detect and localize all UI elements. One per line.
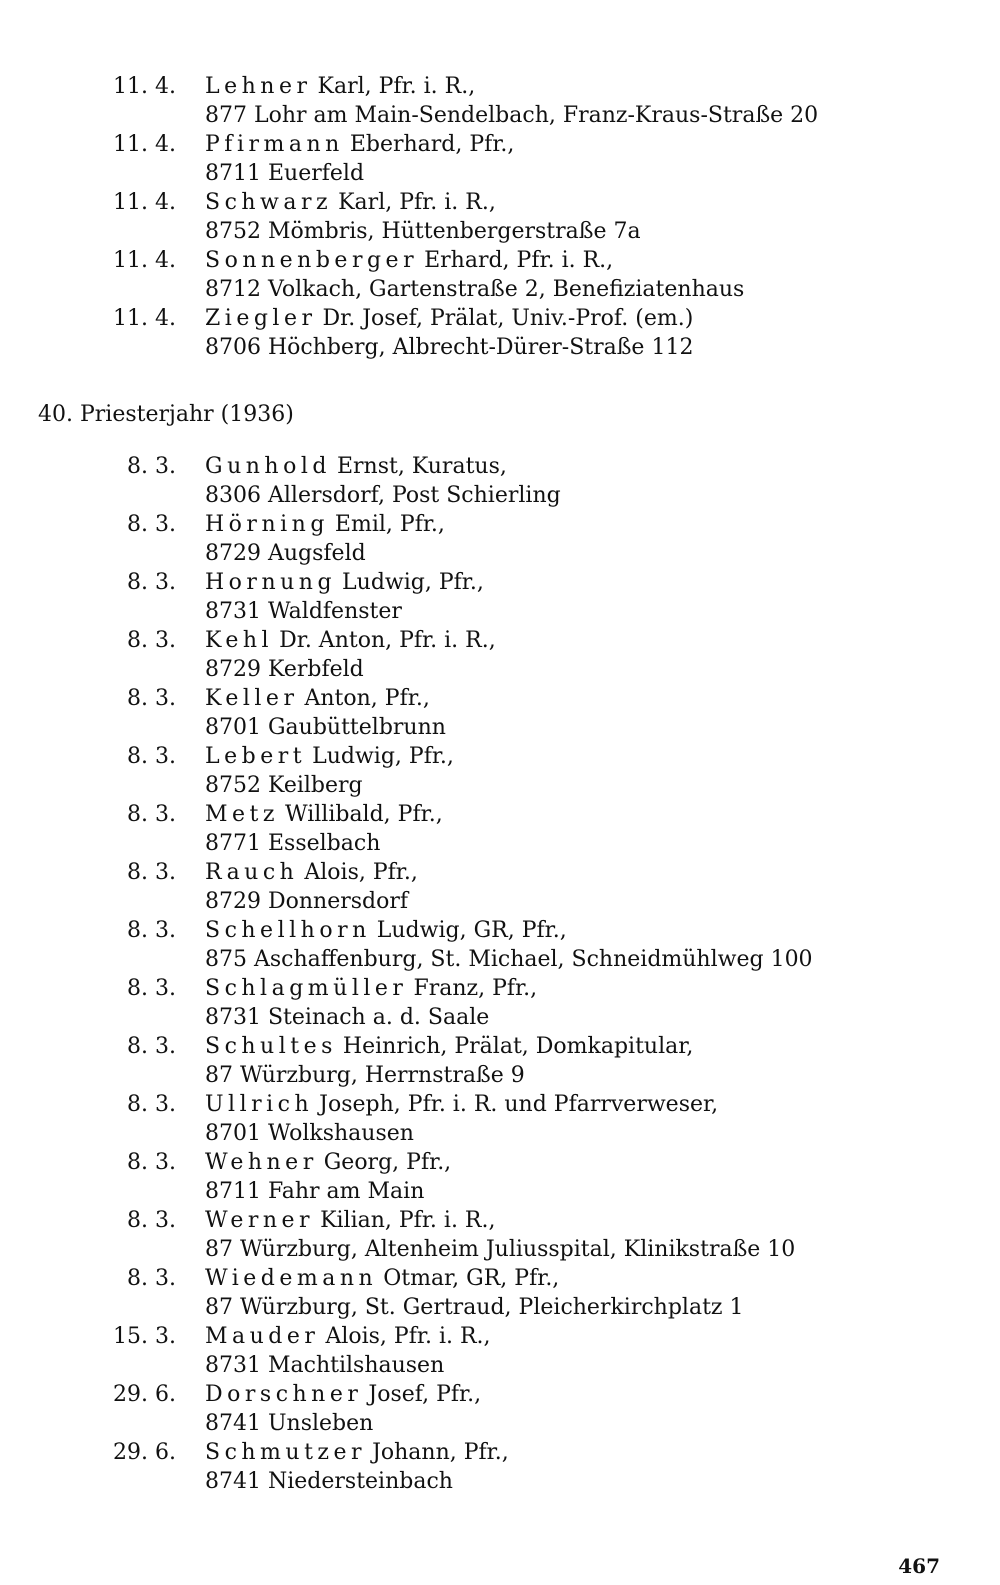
entry-address: 87 Würzburg, Altenheim Juliusspital, Klinikstraße 10 bbox=[205, 1237, 796, 1262]
list-item bbox=[0, 1322, 1000, 1380]
entry-title: Emil, Pfr., bbox=[334, 512, 445, 537]
entry-title: Ludwig, Pfr., bbox=[342, 570, 484, 595]
entry-address: 8729 Augsfeld bbox=[205, 541, 366, 566]
list-item bbox=[0, 568, 1000, 626]
entry-name-line bbox=[205, 800, 443, 829]
entry-address: 8741 Niedersteinbach bbox=[205, 1469, 453, 1494]
entry-date: 11. 4. bbox=[113, 248, 176, 273]
entry-title: Dr. Josef, Prälat, Univ.-Prof. (em.) bbox=[322, 306, 694, 331]
list-item bbox=[0, 72, 1000, 130]
entry-name-line bbox=[205, 742, 454, 771]
entry-address: 8752 Mömbris, Hüttenbergerstraße 7a bbox=[205, 219, 641, 244]
entry-address: 8729 Kerbfeld bbox=[205, 657, 364, 682]
page-number: 467 bbox=[898, 1554, 940, 1578]
entry-list-1936 bbox=[0, 452, 1000, 1496]
entry-name-line bbox=[205, 916, 567, 945]
entry-surname: Metz bbox=[205, 802, 279, 827]
entry-date: 11. 4. bbox=[113, 306, 176, 331]
entry-surname: Kehl bbox=[205, 628, 274, 653]
entry-name-line bbox=[205, 188, 496, 217]
entry-name-line bbox=[205, 130, 514, 159]
entry-name-line bbox=[205, 1322, 491, 1351]
entry-title: Ludwig, Pfr., bbox=[312, 744, 454, 769]
list-item bbox=[0, 304, 1000, 362]
entry-surname: Pfirmann bbox=[205, 132, 344, 157]
list-item bbox=[0, 858, 1000, 916]
entry-title: Joseph, Pfr. i. R. und Pfarrverweser, bbox=[319, 1092, 719, 1117]
list-item bbox=[0, 626, 1000, 684]
entry-address: 87 Würzburg, St. Gertraud, Pleicherkirchplatz 1 bbox=[205, 1295, 744, 1320]
entry-title: Josef, Pfr., bbox=[368, 1382, 482, 1407]
entry-title: Johann, Pfr., bbox=[372, 1440, 509, 1465]
entry-date: 8. 3. bbox=[127, 628, 176, 653]
entry-surname: Dorschner bbox=[205, 1382, 363, 1407]
entry-date: 15. 3. bbox=[113, 1324, 176, 1349]
entry-surname: Gunhold bbox=[205, 454, 331, 479]
entry-name-line bbox=[205, 510, 445, 539]
list-item bbox=[0, 130, 1000, 188]
entry-list-1935 bbox=[0, 72, 1000, 362]
list-item bbox=[0, 1380, 1000, 1438]
list-item bbox=[0, 742, 1000, 800]
entry-surname: Rauch bbox=[205, 860, 299, 885]
entry-address: 8701 Wolkshausen bbox=[205, 1121, 414, 1146]
entry-surname: Keller bbox=[205, 686, 299, 711]
list-item bbox=[0, 974, 1000, 1032]
entry-title: Franz, Pfr., bbox=[413, 976, 538, 1001]
entry-title: Otmar, GR, Pfr., bbox=[383, 1266, 560, 1291]
entry-date: 8. 3. bbox=[127, 918, 176, 943]
entry-name-line bbox=[205, 1380, 481, 1409]
entry-surname: Wehner bbox=[205, 1150, 318, 1175]
list-item bbox=[0, 1032, 1000, 1090]
entry-name-line bbox=[205, 858, 418, 887]
entry-name-line bbox=[205, 1090, 718, 1119]
entry-date: 8. 3. bbox=[127, 1266, 176, 1291]
entry-surname: Sonnenberger bbox=[205, 248, 419, 273]
entry-date: 8. 3. bbox=[127, 454, 176, 479]
list-item bbox=[0, 1438, 1000, 1496]
entry-surname: Hörning bbox=[205, 512, 329, 537]
entry-date: 8. 3. bbox=[127, 1092, 176, 1117]
list-item bbox=[0, 916, 1000, 974]
entry-address: 8752 Keilberg bbox=[205, 773, 363, 798]
entry-date: 8. 3. bbox=[127, 1150, 176, 1175]
entry-date: 8. 3. bbox=[127, 1034, 176, 1059]
entry-title: Willibald, Pfr., bbox=[284, 802, 443, 827]
entry-title: Heinrich, Prälat, Domkapitular, bbox=[342, 1034, 694, 1059]
entry-date: 11. 4. bbox=[113, 132, 176, 157]
entry-title: Ernst, Kuratus, bbox=[336, 454, 507, 479]
entry-title: Eberhard, Pfr., bbox=[349, 132, 515, 157]
entry-name-line bbox=[205, 246, 613, 275]
entry-name-line bbox=[205, 1032, 693, 1061]
list-item bbox=[0, 800, 1000, 858]
entry-name-line bbox=[205, 1206, 495, 1235]
entry-surname: Schellhorn bbox=[205, 918, 371, 943]
entry-date: 8. 3. bbox=[127, 512, 176, 537]
section-heading: 40. Priesterjahr (1936) bbox=[38, 402, 294, 427]
list-item bbox=[0, 188, 1000, 246]
entry-surname: Hornung bbox=[205, 570, 337, 595]
entry-surname: Schwarz bbox=[205, 190, 333, 215]
entry-surname: Lebert bbox=[205, 744, 307, 769]
entry-address: 8771 Esselbach bbox=[205, 831, 381, 856]
entry-title: Ludwig, GR, Pfr., bbox=[376, 918, 567, 943]
entry-address: 8729 Donnersdorf bbox=[205, 889, 409, 914]
entry-address: 875 Aschaffenburg, St. Michael, Schneidmühlweg 100 bbox=[205, 947, 813, 972]
entry-address: 8711 Fahr am Main bbox=[205, 1179, 425, 1204]
entry-name-line bbox=[205, 974, 537, 1003]
entry-name-line bbox=[205, 568, 484, 597]
entry-name-line bbox=[205, 1438, 509, 1467]
entry-title: Erhard, Pfr. i. R., bbox=[424, 248, 614, 273]
entry-surname: Schlagmüller bbox=[205, 976, 408, 1001]
list-item bbox=[0, 1090, 1000, 1148]
entry-date: 8. 3. bbox=[127, 686, 176, 711]
entry-address: 8731 Steinach a. d. Saale bbox=[205, 1005, 490, 1030]
entry-address: 8712 Volkach, Gartenstraße 2, Benefiziatenhaus bbox=[205, 277, 745, 302]
list-item bbox=[0, 1148, 1000, 1206]
entry-title: Alois, Pfr. i. R., bbox=[325, 1324, 491, 1349]
entry-date: 29. 6. bbox=[113, 1440, 176, 1465]
entry-date: 8. 3. bbox=[127, 1208, 176, 1233]
entry-address: 8701 Gaubüttelbrunn bbox=[205, 715, 446, 740]
entry-date: 11. 4. bbox=[113, 190, 176, 215]
entry-surname: Werner bbox=[205, 1208, 315, 1233]
entry-surname: Schmutzer bbox=[205, 1440, 367, 1465]
entry-surname: Ziegler bbox=[205, 306, 317, 331]
entry-surname: Wiedemann bbox=[205, 1266, 378, 1291]
entry-address: 8731 Machtilshausen bbox=[205, 1353, 445, 1378]
entry-address: 8306 Allersdorf, Post Schierling bbox=[205, 483, 561, 508]
entry-date: 8. 3. bbox=[127, 976, 176, 1001]
entry-date: 8. 3. bbox=[127, 802, 176, 827]
entry-date: 8. 3. bbox=[127, 744, 176, 769]
entry-address: 877 Lohr am Main-Sendelbach, Franz-Kraus-Straße 20 bbox=[205, 103, 819, 128]
entry-date: 29. 6. bbox=[113, 1382, 176, 1407]
list-item bbox=[0, 684, 1000, 742]
entry-address: 87 Würzburg, Herrnstraße 9 bbox=[205, 1063, 525, 1088]
entry-name-line bbox=[205, 1264, 559, 1293]
entry-title: Dr. Anton, Pfr. i. R., bbox=[279, 628, 496, 653]
entry-address: 8741 Unsleben bbox=[205, 1411, 374, 1436]
entry-title: Georg, Pfr., bbox=[323, 1150, 452, 1175]
entry-surname: Lehner bbox=[205, 74, 312, 99]
entry-surname: Schultes bbox=[205, 1034, 337, 1059]
entry-surname: Mauder bbox=[205, 1324, 320, 1349]
entry-title: Kilian, Pfr. i. R., bbox=[320, 1208, 496, 1233]
entry-address: 8711 Euerfeld bbox=[205, 161, 365, 186]
entry-address: 8706 Höchberg, Albrecht-Dürer-Straße 112 bbox=[205, 335, 694, 360]
entry-title: Karl, Pfr. i. R., bbox=[317, 74, 476, 99]
list-item bbox=[0, 452, 1000, 510]
entry-name-line bbox=[205, 452, 507, 481]
list-item bbox=[0, 510, 1000, 568]
entry-address: 8731 Waldfenster bbox=[205, 599, 402, 624]
entry-date: 8. 3. bbox=[127, 860, 176, 885]
entry-title: Anton, Pfr., bbox=[304, 686, 430, 711]
entry-date: 11. 4. bbox=[113, 74, 176, 99]
entry-surname: Ullrich bbox=[205, 1092, 314, 1117]
list-item bbox=[0, 1206, 1000, 1264]
entry-name-line bbox=[205, 72, 475, 101]
list-item bbox=[0, 1264, 1000, 1322]
entry-date: 8. 3. bbox=[127, 570, 176, 595]
entry-name-line bbox=[205, 1148, 451, 1177]
entry-title: Karl, Pfr. i. R., bbox=[338, 190, 496, 215]
entry-title: Alois, Pfr., bbox=[304, 860, 418, 885]
entry-name-line bbox=[205, 304, 693, 333]
entry-name-line bbox=[205, 684, 430, 713]
entry-name-line bbox=[205, 626, 496, 655]
list-item bbox=[0, 246, 1000, 304]
